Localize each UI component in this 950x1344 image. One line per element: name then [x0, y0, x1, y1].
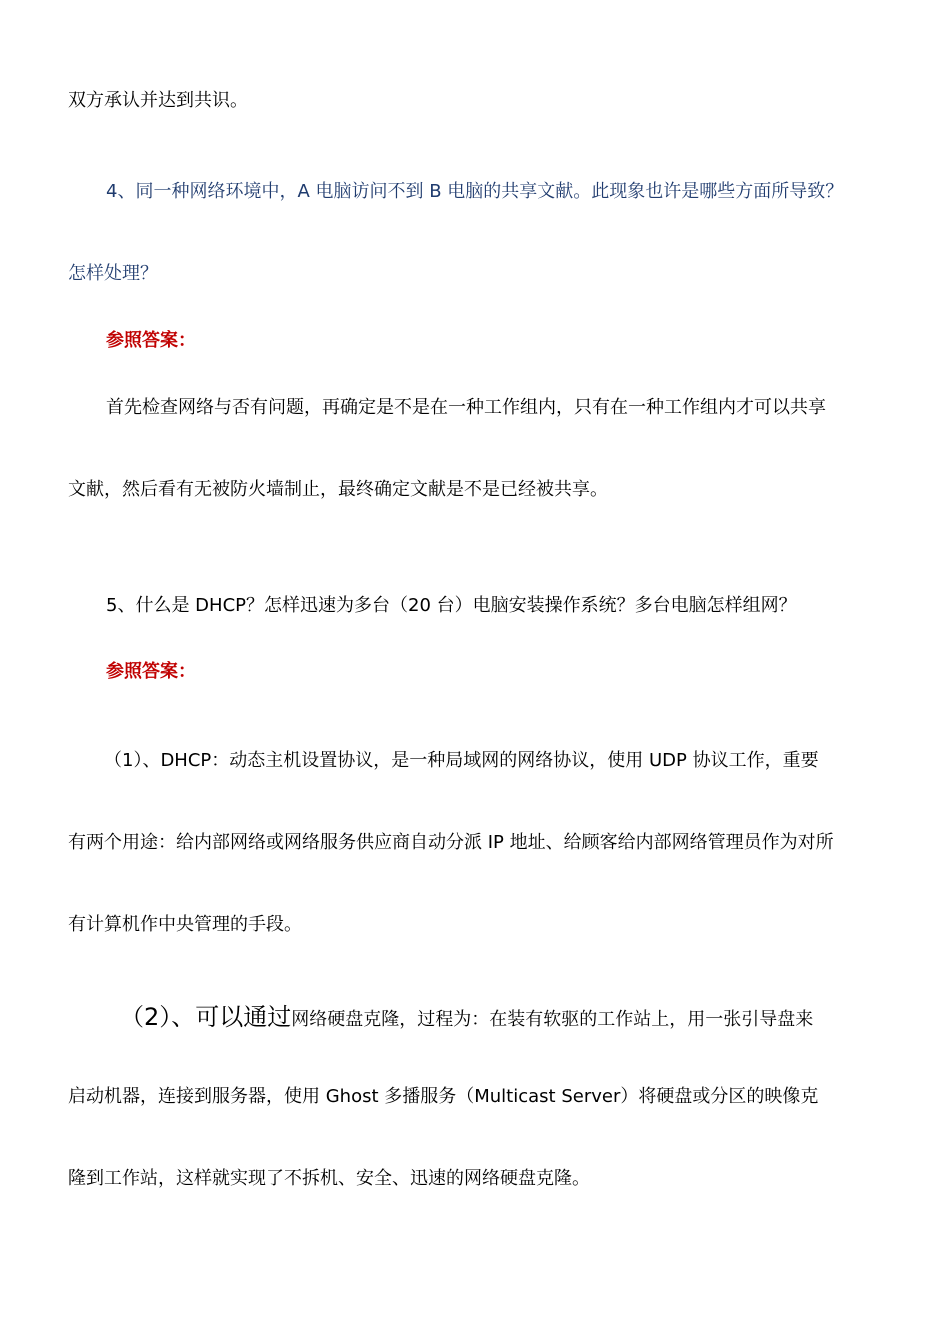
answer-5-part-2-line-2: 启动机器，连接到服务器，使用 Ghost 多播服务（Multicast Server）将硬盘或分区的映像克 [68, 1086, 819, 1107]
answer-5-part-1-line-2: 有两个用途：给内部网络或网络服务供应商自动分派 IP 地址、给顾客给内部网络管理员作为对所 [68, 832, 834, 853]
answer-5-part-1-line-1: （1）、DHCP：动态主机设置协议，是一种局域网的网络协议，使用 UDP 协议工作，重要 [104, 750, 819, 771]
question-5-line-1: 5、什么是 DHCP？怎样迅速为多台（20 台）电脑安装操作系统？多台电脑怎样组网？ [106, 595, 797, 616]
question-4-line-2: 怎样处理？ [68, 263, 158, 284]
answer-5-part-2-line-1-text: 网络硬盘克隆，过程为：在装有软驱的工作站上，用一张引导盘来 [291, 1009, 814, 1030]
answer-4-line-1: 首先检查网络与否有问题，再确定是不是在一种工作组内，只有在一种工作组内才可以共享 [106, 397, 826, 418]
paragraph-line: 双方承认并达到共识。 [68, 90, 248, 111]
answer-5-part-2-line-1 [120, 1001, 813, 1036]
answer-5-part-2-line-3: 隆到工作站，这样就实现了不拆机、安全、迅速的网络硬盘克隆。 [68, 1168, 590, 1189]
answer-5-part-1-line-3: 有计算机作中央管理的手段。 [68, 914, 302, 935]
answer-label: 参照答案： [106, 661, 196, 682]
answer-4-line-2: 文献，然后看有无被防火墙制止，最终确定文献是不是已经被共享。 [68, 479, 608, 500]
answer-label: 参照答案： [106, 330, 196, 351]
answer-5-part-2-lead: （2）、可以通过 [120, 1003, 292, 1031]
question-4-line-1: 4、同一种网络环境中，A 电脑访问不到 B 电脑的共享文献。此现象也许是哪些方面所导致？ [106, 181, 844, 202]
